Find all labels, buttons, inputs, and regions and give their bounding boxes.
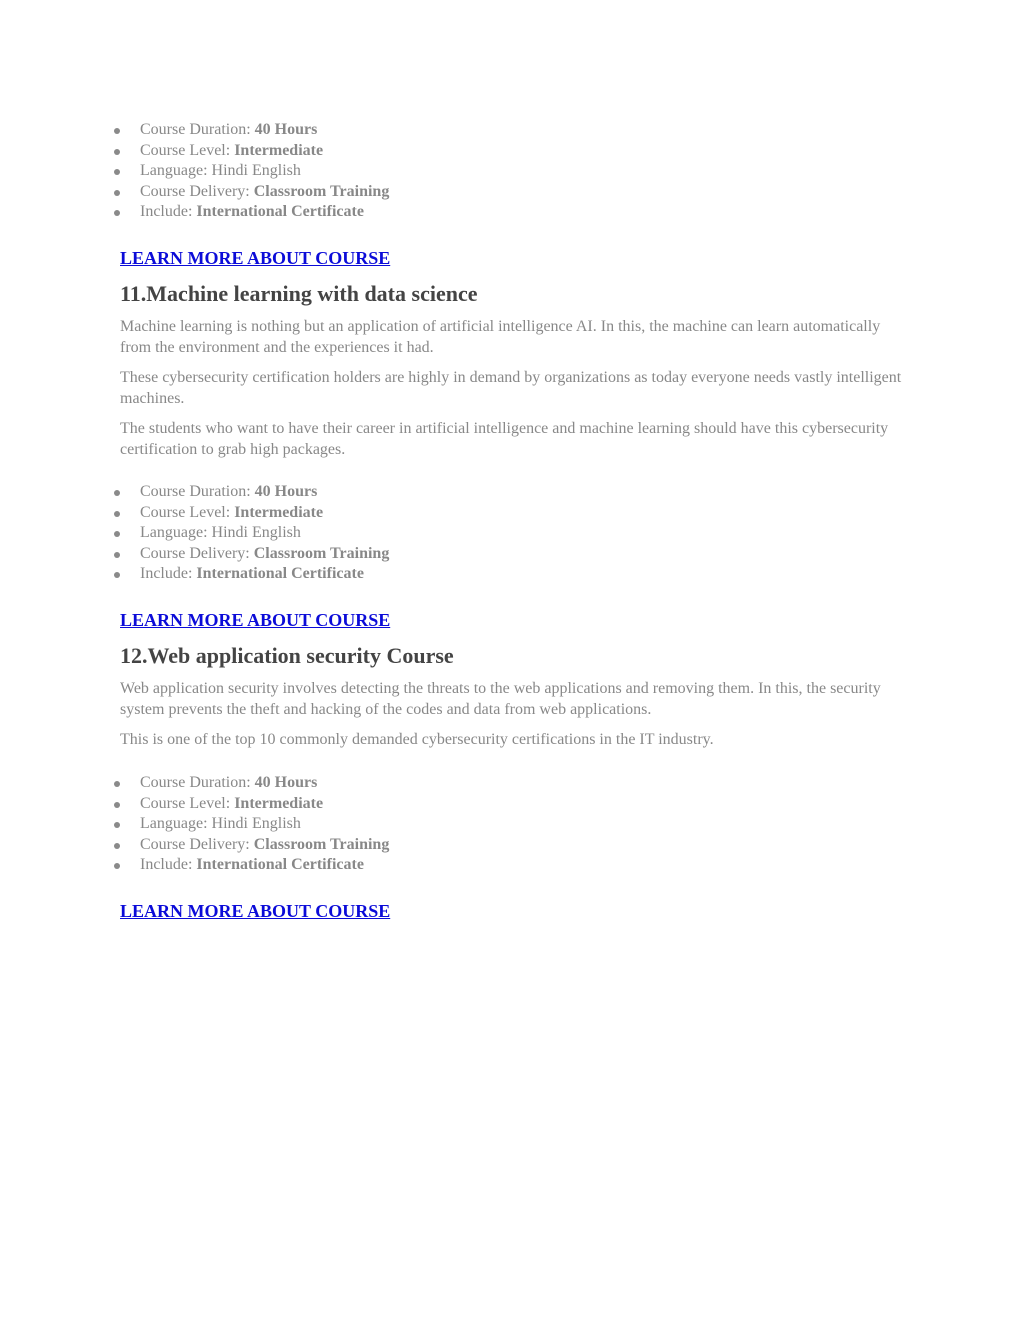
learn-more-link[interactable]: LEARN MORE ABOUT COURSE — [120, 610, 391, 630]
bullet-icon — [114, 802, 120, 808]
detail-item-level: Course Level: Intermediate — [0, 794, 1024, 815]
bullet-icon — [114, 843, 120, 849]
bullet-icon — [114, 863, 120, 869]
bullet-icon — [114, 490, 120, 496]
detail-item-level: Course Level: Intermediate — [0, 141, 1024, 162]
course-details-list — [0, 482, 1024, 585]
detail-item-delivery: Course Delivery: Classroom Training — [0, 182, 1024, 203]
detail-item-duration: Course Duration: 40 Hours — [0, 482, 1024, 503]
detail-item-include: Include: International Certificate — [0, 202, 1024, 223]
bullet-icon — [114, 169, 120, 175]
course-paragraph: Machine learning is nothing but an application of artificial intelligence AI. In this, the machine can learn automatically from the environment and the experiences it had. — [120, 318, 881, 356]
bullet-icon — [114, 149, 120, 155]
course-title-12: 12.Web application security Course — [120, 643, 454, 668]
detail-item-language: Language: Hindi English — [0, 814, 1024, 835]
detail-item-duration: Course Duration: 40 Hours — [0, 120, 1024, 141]
detail-item-language: Language: Hindi English — [0, 523, 1024, 544]
course-title-11: 11.Machine learning with data science — [120, 281, 478, 306]
course-paragraph: This is one of the top 10 commonly demanded cybersecurity certifications in the IT industry. — [120, 731, 714, 748]
detail-item-include: Include: International Certificate — [0, 564, 1024, 585]
learn-more-link[interactable]: LEARN MORE ABOUT COURSE — [120, 248, 391, 268]
detail-item-language: Language: Hindi English — [0, 161, 1024, 182]
course-details-10 — [0, 120, 1024, 223]
bullet-icon — [114, 822, 120, 828]
detail-item-duration: Course Duration: 40 Hours — [0, 773, 1024, 794]
learn-more-link[interactable]: LEARN MORE ABOUT COURSE — [120, 901, 391, 921]
bullet-icon — [114, 128, 120, 134]
course-details-list — [0, 773, 1024, 876]
detail-item-level: Course Level: Intermediate — [0, 503, 1024, 524]
bullet-icon — [114, 511, 120, 517]
course-details-12 — [0, 773, 1024, 876]
detail-item-delivery: Course Delivery: Classroom Training — [0, 835, 1024, 856]
bullet-icon — [114, 552, 120, 558]
bullet-icon — [114, 531, 120, 537]
bullet-icon — [114, 572, 120, 578]
bullet-icon — [114, 781, 120, 787]
detail-item-include: Include: International Certificate — [0, 855, 1024, 876]
course-details-list — [0, 120, 1024, 223]
course-paragraph: The students who want to have their career in artificial intelligence and machine learning should have this cybersecurity certification to grab high packages. — [120, 420, 889, 458]
detail-item-delivery: Course Delivery: Classroom Training — [0, 544, 1024, 565]
course-paragraph: Web application security involves detecting the threats to the web applications and removing them. In this, the security system prevents the theft and hacking of the codes and data from web applications. — [120, 680, 881, 718]
course-paragraph: These cybersecurity certification holders are highly in demand by organizations as today everyone needs vastly intelligent machines. — [120, 369, 902, 407]
bullet-icon — [114, 210, 120, 216]
course-details-11 — [0, 482, 1024, 585]
bullet-icon — [114, 190, 120, 196]
